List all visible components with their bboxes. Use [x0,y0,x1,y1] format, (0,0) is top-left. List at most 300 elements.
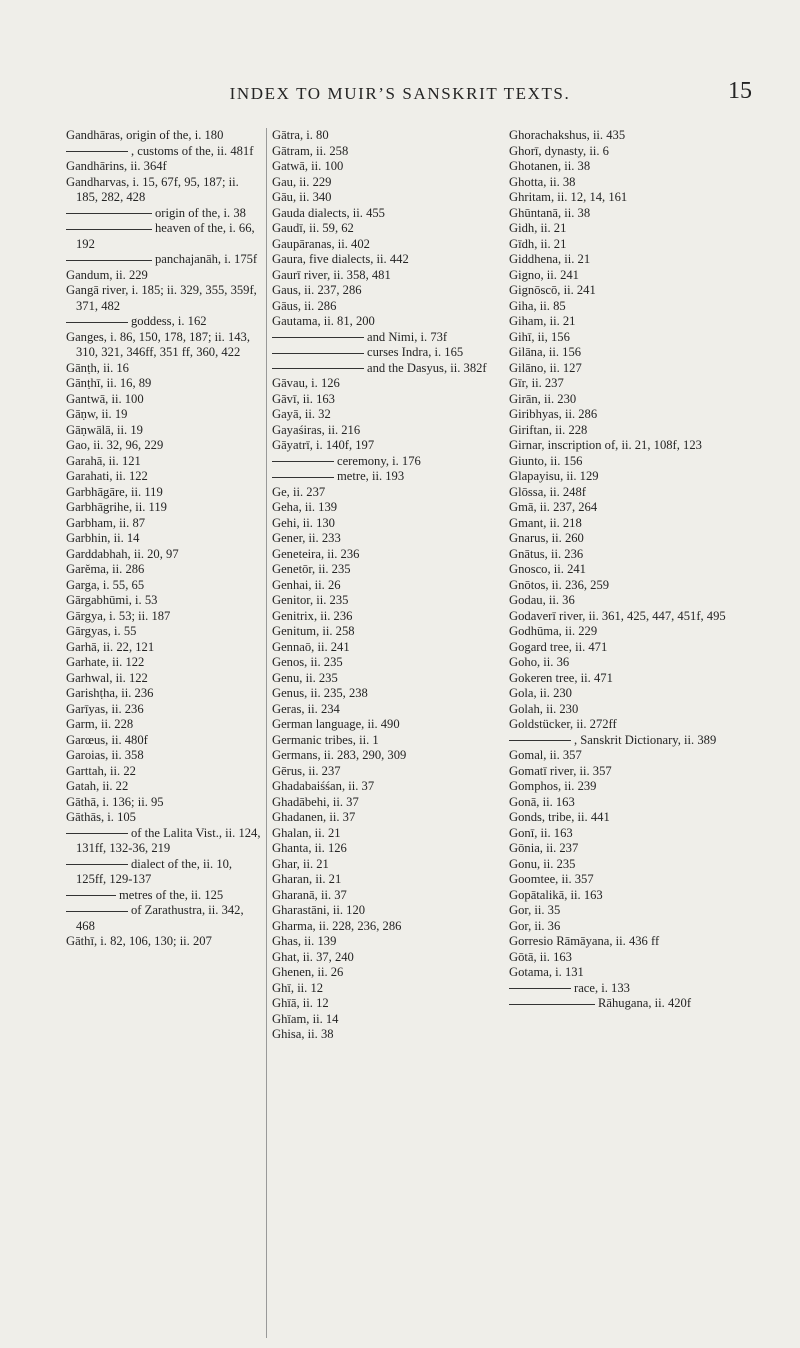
index-entry [509,578,744,594]
index-entry [272,779,490,795]
index-entry-text: Gangā river, i. 185; ii. 329, 355, 359f, 371, 482 [66,283,257,313]
index-entry-text: Gonu, ii. 235 [509,856,576,871]
index-entry-text: Gōtā, ii. 163 [509,949,572,964]
index-entry [272,562,490,578]
index-entry-text: Garbhāgrihe, ii. 119 [66,500,167,514]
index-entry-text: panchajanāh, i. 175f [155,252,258,266]
index-entry [272,872,490,888]
index-entry [509,159,744,175]
index-entry-text: Gāu, ii. 340 [272,190,332,204]
index-entry-text: Ghadanen, ii. 37 [272,810,356,824]
index-entry-text: Geras, ii. 234 [272,701,340,716]
index-entry [272,206,490,222]
index-entry [509,810,744,826]
index-entry [509,748,744,764]
index-entry [66,314,262,330]
index-entry-text: , Sanskrit Dictionary, ii. 389 [574,732,717,747]
index-entry [66,748,262,764]
index-entry [509,903,744,919]
index-entry-text: Gandharvas, i. 15, 67f, 95, 187; ii. 185, 282, 428 [66,174,239,204]
index-entry [66,686,262,702]
index-entry [66,159,262,175]
index-entry [509,717,744,733]
index-entry-text: Garhā, ii. 22, 121 [66,639,155,654]
index-entry-text: Genetōr, ii. 235 [272,562,351,576]
index-entry [509,190,744,206]
index-entry-text: metre, ii. 193 [337,469,405,483]
index-entry [272,981,490,997]
index-entry-text: Gomatī river, ii. 357 [509,763,612,778]
index-entry-text: Ghanta, ii. 126 [272,841,347,855]
index-entry-text: Ghritam, ii. 12, 14, 161 [509,190,628,204]
ditto-dash [272,477,334,478]
index-entry [272,671,490,687]
index-entry [509,841,744,857]
index-entry [66,733,262,749]
index-entry [272,299,490,315]
index-entry [272,764,490,780]
index-entry-text: Garbhāgāre, ii. 119 [66,484,163,499]
index-entry [272,888,490,904]
index-entry [509,237,744,253]
index-entry-text: Gīdh, ii. 21 [509,236,567,251]
index-entry [272,903,490,919]
index-entry-text: Rāhugana, ii. 420f [598,996,692,1010]
index-entry [272,857,490,873]
index-entry [509,376,744,392]
index-entry [509,516,744,532]
index-entry [509,686,744,702]
index-entry-text: Gonī, ii. 163 [509,825,573,840]
index-entry [272,919,490,935]
index-entry-text: Gonds, tribe, ii. 441 [509,810,610,824]
index-entry-text: Giunto, ii. 156 [509,453,583,468]
index-entry-text: Gānṭh, ii. 16 [66,360,129,375]
index-entry [272,516,490,532]
index-entry [66,671,262,687]
index-entry-text: Giham, ii. 21 [509,314,576,328]
index-entry-text: Gomphos, ii. 239 [509,779,597,793]
index-entry [272,361,490,377]
index-entry-text: Goomtee, ii. 357 [509,872,594,886]
index-entry [509,361,744,377]
index-entry [509,454,744,470]
index-entry [66,810,262,826]
ditto-dash [66,229,152,230]
index-entry-text: and Nimi, i. 73f [367,329,448,344]
index-entry [272,392,490,408]
index-entry-text: Gāyatrī, i. 140f, 197 [272,438,375,452]
index-entry-text: Gatwā, ii. 100 [272,159,344,173]
index-entry [272,1012,490,1028]
index-entry [272,593,490,609]
index-entry-text: race, i. 133 [574,980,630,995]
index-entry [272,423,490,439]
index-entry [66,221,262,252]
index-entry-text: Godaverī river, ii. 361, 425, 447, 451f, 495 [509,608,726,623]
index-entry-text: Gāṇwālā, ii. 19 [66,422,143,437]
index-entry [272,175,490,191]
index-entry-text: Gaupāranas, ii. 402 [272,236,370,251]
index-entry [509,128,744,144]
index-entry-text: Ghūntanā, ii. 38 [509,205,591,220]
index-entry-text: Germans, ii. 283, 290, 309 [272,748,407,762]
index-entry-text: Girān, ii. 230 [509,391,577,406]
index-entry [66,795,262,811]
index-entry-text: Gauda dialects, ii. 455 [272,205,385,220]
ditto-dash [66,864,128,865]
index-entry [66,407,262,423]
index-entry [66,857,262,888]
index-entry-text: Ge, ii. 237 [272,484,326,499]
index-entry [272,841,490,857]
index-entry [272,438,490,454]
index-column-2 [272,128,490,1043]
index-entry [272,795,490,811]
index-entry [272,996,490,1012]
index-entry [509,795,744,811]
index-entry-text: Genitor, ii. 235 [272,593,349,607]
index-entry [272,1027,490,1043]
index-entry-text: Ghotanen, ii. 38 [509,159,591,173]
index-entry-text: Geha, ii. 139 [272,500,338,514]
index-entry-text: Germanic tribes, ii. 1 [272,732,379,747]
index-entry-text: Goho, ii. 36 [509,655,570,669]
index-column-3 [509,128,744,1012]
index-entry [509,500,744,516]
index-entry [509,299,744,315]
index-entry [272,733,490,749]
index-entry [272,717,490,733]
index-entry-text: Gautama, ii. 81, 200 [272,314,375,328]
index-entry [272,531,490,547]
index-entry [509,934,744,950]
index-entry-text: Gor, ii. 36 [509,918,561,933]
index-entry [66,655,262,671]
ditto-dash [66,322,128,323]
index-entry [509,268,744,284]
ditto-dash [66,260,152,261]
index-entry [66,423,262,439]
index-entry-text: Garddabhah, ii. 20, 97 [66,546,179,561]
index-entry-text: goddess, i. 162 [131,314,207,328]
index-entry [509,624,744,640]
index-entry-text: Gao, ii. 32, 96, 229 [66,438,164,452]
index-entry-text: Gonā, ii. 163 [509,794,575,809]
index-entry [509,314,744,330]
index-entry [272,655,490,671]
index-entry-text: Ghorī, dynasty, ii. 6 [509,143,609,158]
index-entry [509,485,744,501]
index-entry-text: Gilāna, ii. 156 [509,345,582,359]
index-entry-text: Gārgabhūmi, i. 53 [66,593,158,607]
index-entry-text: Gāvau, i. 126 [272,376,340,390]
index-column-1 [66,128,262,950]
index-entry-text: Gnarus, ii. 260 [509,531,584,545]
index-entry [66,376,262,392]
index-entry [272,826,490,842]
page-header [0,78,800,106]
index-entry-text: Ghalan, ii. 21 [272,825,341,840]
column-divider [266,128,267,1338]
index-entry-text: Ghadabaiśśan, ii. 37 [272,779,375,793]
index-entry-text: Genitum, ii. 258 [272,624,355,638]
index-entry-text: Gokeren tree, ii. 471 [509,670,613,685]
index-entry-text: Gnosco, ii. 241 [509,562,586,576]
ditto-dash [509,740,571,741]
index-entry-text: Gilāno, ii. 127 [509,360,582,375]
index-entry-text: Gaurī river, ii. 358, 481 [272,267,391,282]
index-entry [66,392,262,408]
index-entry [66,268,262,284]
index-entry [66,531,262,547]
index-entry-text: Giriftan, ii. 228 [509,422,588,437]
index-entry [272,686,490,702]
index-entry [509,733,744,749]
index-entry-text: Ghī, ii. 12 [272,980,324,995]
index-entry [66,578,262,594]
ditto-dash [272,337,364,338]
index-entry [272,144,490,160]
index-entry-text: Garhate, ii. 122 [66,655,145,669]
index-entry-text: Gidh, ii. 21 [509,221,567,235]
index-entry [66,717,262,733]
index-entry-text: Gihī, ii, 156 [509,329,570,344]
index-entry-text: Gāus, ii. 286 [272,298,337,313]
index-entry [272,965,490,981]
index-entry-text: Garishṭha, ii. 236 [66,686,154,700]
index-entry-text: Gharastāni, ii. 120 [272,903,366,917]
index-entry [272,407,490,423]
index-entry-text: metres of the, ii. 125 [119,887,224,902]
index-entry-text: Gau, ii. 229 [272,174,332,189]
index-entry [272,485,490,501]
index-entry-text: Genhai, ii. 26 [272,577,341,592]
index-entry-text: Gatah, ii. 22 [66,779,129,793]
index-entry-text: Gantwā, ii. 100 [66,391,144,406]
index-entry-text: Garga, i. 55, 65 [66,577,145,592]
index-entry-text: Genitrix, ii. 236 [272,608,353,623]
index-entry-text: Gandhārins, ii. 364f [66,159,167,173]
index-entry-text: Gānṭhī, ii. 16, 89 [66,376,152,390]
index-entry-text: Gomal, ii. 357 [509,748,582,762]
index-entry-text: Ghenen, ii. 26 [272,965,344,979]
index-entry [66,609,262,625]
index-entry-text: Garahā, ii. 121 [66,453,141,468]
index-entry [509,330,744,346]
index-entry-text: Gmant, ii. 218 [509,515,582,530]
index-entry-text: , customs of the, ii. 481f [131,143,254,158]
index-entry-text: Ghotta, ii. 38 [509,174,576,189]
index-entry-text: dialect of the, ii. 10, 125ff, 129-137 [76,856,233,886]
index-entry [272,624,490,640]
index-entry-text: Gigno, ii. 241 [509,267,579,282]
index-entry-text: Godau, ii. 36 [509,593,575,607]
index-entry [66,702,262,718]
index-entry [509,996,744,1012]
running-title: INDEX TO MUIR’S SANSKRIT TEXTS. [229,84,571,103]
index-entry-text: of Zarathustra, ii. 342, 468 [76,903,244,933]
index-entry-text: Gāṇw, ii. 19 [66,407,128,421]
index-entry-text: Giddhena, ii. 21 [509,252,591,266]
index-entry [509,888,744,904]
index-entry-text: Gnōtos, ii. 236, 259 [509,577,610,592]
index-entry [509,919,744,935]
index-entry [66,206,262,222]
index-entry-text: Gorresio Rāmāyana, ii. 436 ff [509,934,660,948]
index-entry [272,950,490,966]
index-entry-text: Gola, ii. 230 [509,686,572,700]
index-entry [66,562,262,578]
ditto-dash [66,833,128,834]
index-entry [509,702,744,718]
ditto-dash [509,1004,595,1005]
index-entry [66,779,262,795]
index-entry-text: Gener, ii. 233 [272,531,341,545]
page-number: 15 [728,78,752,104]
index-entry [272,314,490,330]
index-entry-text: Ghadābehi, ii. 37 [272,794,359,809]
index-entry-text: Genu, ii. 235 [272,670,338,685]
index-entry [509,531,744,547]
index-entry [272,190,490,206]
index-entry [509,175,744,191]
index-entry [509,469,744,485]
index-entry [509,392,744,408]
index-entry [509,826,744,842]
index-entry [66,454,262,470]
index-entry [509,872,744,888]
index-entry-text: Ganges, i. 86, 150, 178, 187; ii. 143, 310, 321, 346ff, 351 ff, 360, 422 [66,329,250,359]
ditto-dash [272,461,334,462]
index-entry-text: Garœus, ii. 480f [66,732,148,747]
index-entry [509,438,744,454]
index-entry-text: Gāthā, i. 136; ii. 95 [66,794,164,809]
index-entry-text: Gogard tree, ii. 471 [509,639,608,654]
index-entry [272,609,490,625]
index-entry [66,469,262,485]
index-entry-text: Geneteira, ii. 236 [272,546,360,561]
index-entry [66,640,262,656]
index-entry-text: Gopātalikā, ii. 163 [509,887,603,902]
index-entry [66,547,262,563]
index-entry [272,934,490,950]
index-entry [509,345,744,361]
index-entry [509,655,744,671]
ditto-dash [509,988,571,989]
index-entry [272,128,490,144]
index-entry [66,485,262,501]
index-entry [509,640,744,656]
index-entry [509,857,744,873]
ditto-dash [66,895,116,896]
index-entry [509,221,744,237]
index-entry [509,965,744,981]
index-entry-text: Glōssa, ii. 248f [509,484,586,499]
index-entry-text: Gōnia, ii. 237 [509,841,579,855]
index-entry-text: Garahati, ii. 122 [66,469,148,483]
index-entry [66,764,262,780]
index-entry [272,376,490,392]
index-entry-text: Gharma, ii. 228, 236, 286 [272,918,402,933]
index-entry-text: Gandum, ii. 229 [66,267,148,282]
index-entry-text: Garīyas, ii. 236 [66,701,144,716]
index-entry-text: heaven of the, i. 66, 192 [76,221,255,251]
index-entry [509,283,744,299]
index-entry [509,206,744,222]
index-entry [66,826,262,857]
ditto-dash [66,151,128,152]
index-entry [272,345,490,361]
index-entry [509,407,744,423]
index-entry-text: German language, ii. 490 [272,717,400,731]
index-entry [509,562,744,578]
index-entry [66,903,262,934]
index-entry [66,361,262,377]
index-entry [272,221,490,237]
index-entry-text: Gharan, ii. 21 [272,872,342,886]
index-entry-text: Garbham, ii. 87 [66,515,146,530]
index-entry [66,128,262,144]
index-entry-text: Gignōscō, ii. 241 [509,283,596,297]
index-entry-text: Girnar, inscription of, ii. 21, 108f, 123 [509,438,702,452]
index-entry [66,934,262,950]
index-entry [509,981,744,997]
index-entry-text: Gnātus, ii. 236 [509,546,584,561]
index-entry [509,252,744,268]
index-entry [66,175,262,206]
index-entry [66,500,262,516]
index-entry-text: Garm, ii. 228 [66,717,134,731]
index-entry-text: Golah, ii. 230 [509,701,579,716]
index-entry-text: Garttah, ii. 22 [66,763,136,778]
index-entry [272,469,490,485]
index-entry [509,779,744,795]
index-entry-text: Gehi, ii. 130 [272,515,335,530]
index-entry-text: Garbhin, ii. 14 [66,531,140,545]
index-entry-text: Gārgyas, i. 55 [66,624,137,638]
index-entry [272,159,490,175]
index-entry-text: Gharanā, ii. 37 [272,887,347,902]
index-entry [272,252,490,268]
ditto-dash [66,911,128,912]
index-entry-text: Gor, ii. 35 [509,903,561,917]
index-entry-text: Ghisa, ii. 38 [272,1027,334,1041]
ditto-dash [66,213,152,214]
index-entry [272,283,490,299]
index-entry-text: Godhūma, ii. 229 [509,624,598,638]
index-entry-text: Gaudī, ii. 59, 62 [272,221,354,235]
index-entry-text: Gāvī, ii. 163 [272,391,335,406]
index-entry [272,810,490,826]
index-entry-text: curses Indra, i. 165 [367,345,464,359]
index-entry [66,283,262,314]
index-entry [509,609,744,625]
ditto-dash [272,368,364,369]
index-entry-text: Genus, ii. 235, 238 [272,686,368,700]
index-entry-text: Genos, ii. 235 [272,655,343,669]
index-entry-text: and the Dasyus, ii. 382f [367,360,487,375]
index-entry [272,500,490,516]
index-entry [272,748,490,764]
index-entry [272,268,490,284]
index-entry [272,454,490,470]
index-entry-text: Gandhāras, origin of the, i. 180 [66,128,224,142]
index-entry [272,640,490,656]
index-entry-text: Garhwal, ii. 122 [66,670,148,685]
index-entry-text: Ghar, ii. 21 [272,856,329,871]
index-entry [66,438,262,454]
